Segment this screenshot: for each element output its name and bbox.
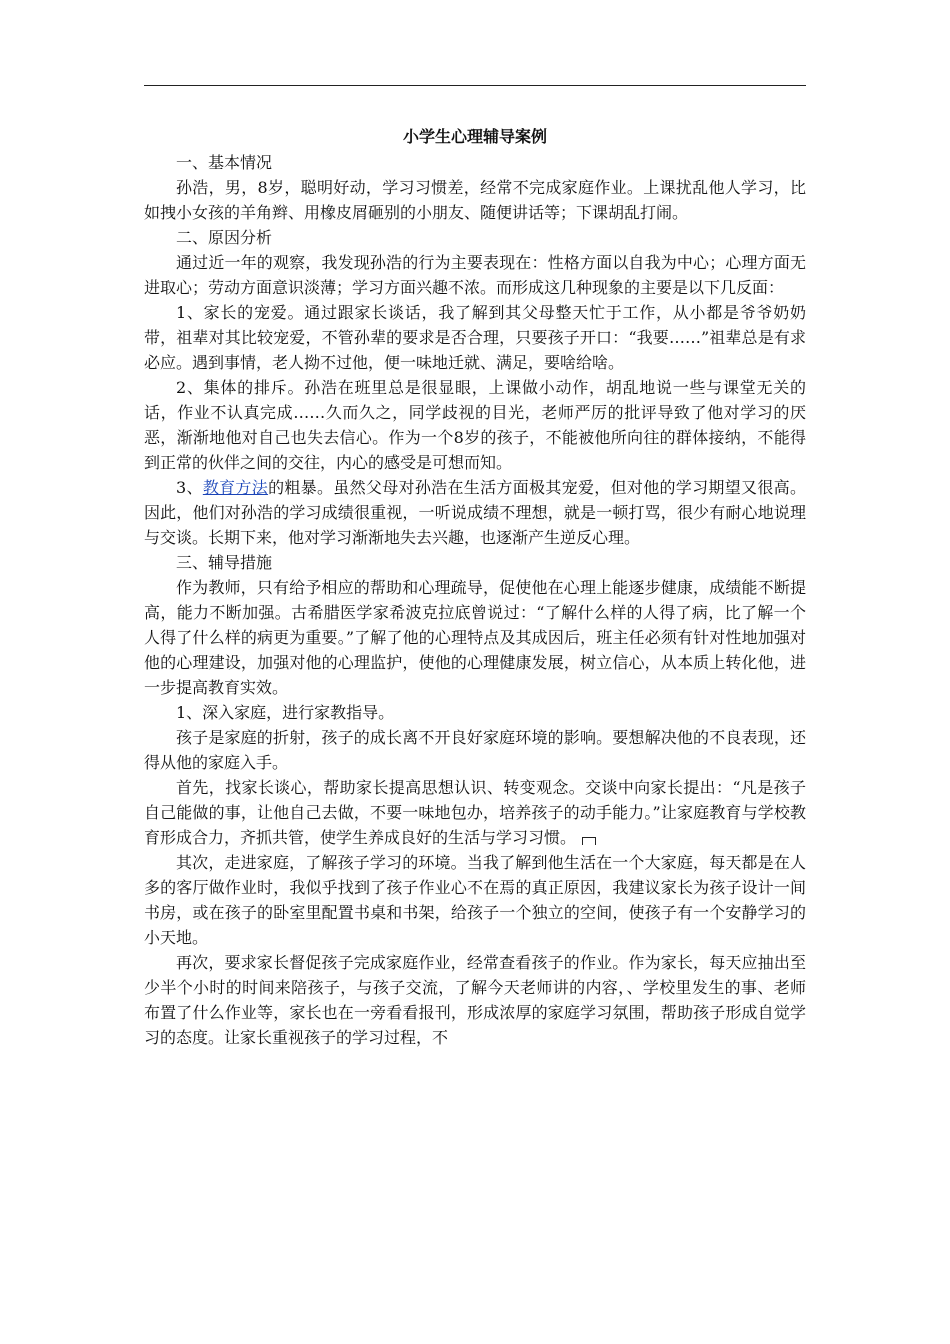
paragraph: 2、集体的排斥。孙浩在班里总是很显眼，上课做小动作，胡乱地说一些与课堂无关的话，作业不认真完成……久而久之，同学歧视的目光，老师严厉的批评导致了他对学习的厌恶，渐渐地他对自己也失去信心。作为一个8岁的孩子，不能被他所向往的群体接纳，不能得到正常的伙伴之间的交往，内心的感受是可想而知。 [144, 378, 806, 472]
paragraph: 作为教师，只有给予相应的帮助和心理疏导，促使他在心理上能逐步健康，成绩能不断提高，能力不断加强。古希腊医学家希波克拉底曾说过：“了解什么样的人得了病，比了解一个人得了什么样的病更为重要。”了解了他的心理特点及其成因后，班主任必须有针对性地加强对他的心理建设，加强对他的心理监护，使他的心理健康发展，树立信心，从本质上转化他，进一步提高教育实效。 [144, 578, 806, 697]
paragraph: 1、家长的宠爱。通过跟家长谈话，我了解到其父母整天忙于工作，从小都是爷爷奶奶带，祖辈对其比较宠爱，不管孙辈的要求是否合理，只要孩子开口：“我要……”祖辈总是有求必应。遇到事情，老人拗不过他，便一味地迁就、满足，要啥给啥。 [144, 303, 806, 372]
paragraph: 其次，走进家庭，了解孩子学习的环境。当我了解到他生活在一个大家庭，每天都是在人多的客厅做作业时，我似乎找到了孩子作业心不在焉的真正原因，我建议家长为孩子设计一间书房，或在孩子的卧室里配置书桌和书架，给孩子一个独立的空间，使孩子有一个安静学习的小天地。 [144, 853, 806, 947]
paragraph-rest: 的粗暴。虽然父母对孙浩在生活方面极其宠爱，但对他的学习期望又很高。因此，他们对孙浩的学习成绩很重视，一听说成绩不理想，就是一顿打骂，很少有耐心地说理与交谈。长期下来，他对学习渐渐地失去兴趣，也逐渐产生逆反心理。 [144, 478, 806, 547]
document-title: 小学生心理辅导案例 [402, 127, 547, 146]
header-rule [144, 85, 806, 86]
paragraph: 通过近一年的观察，我发现孙浩的行为主要表现在：性格方面以自我为中心；心理方面无进取心；劳动方面意识淡薄；学习方面兴趣不浓。而形成这几种现象的主要是以下几反面： [144, 253, 806, 297]
section-heading-measures: 三、辅导措施 [176, 553, 273, 572]
paragraph [144, 775, 806, 850]
document-page [144, 124, 806, 1050]
education-method-link[interactable]: 教育方法 [202, 478, 269, 497]
paragraph [144, 475, 806, 550]
section-heading-basic: 一、基本情况 [176, 153, 273, 172]
paragraph: 再次，要求家长督促孩子完成家庭作业，经常查看孩子的作业。作为家长，每天应抽出至少半个小时的时间来陪孩子，与孩子交流，了解今天老师讲的内容，、学校里发生的事、老师布置了什么作业等，家长也在一旁看看报刊，形成浓厚的家庭学习氛围，帮助孩子形成自觉学习的态度。让家长重视孩子的学习过程，不 [144, 953, 806, 1047]
subheading: 1、深入家庭，进行家教指导。 [176, 703, 395, 722]
paragraph: 孙浩，男，8岁，聪明好动，学习习惯差，经常不完成家庭作业。上课扰乱他人学习，比如拽小女孩的羊角辫、用橡皮屑砸别的小朋友、随便讲话等；下课胡乱打闹。 [144, 178, 806, 222]
paragraph: 孩子是家庭的折射，孩子的成长离不开良好家庭环境的影响。要想解决他的不良表现，还得从他的家庭入手。 [144, 728, 806, 772]
paragraph-text: 首先，找家长谈心，帮助家长提高思想认识、转变观念。交谈中向家长提出：“凡是孩子自己能做的事，让他自己去做，不要一味地包办，培养孩子的动手能力。”让家庭教育与学校教育形成合力，齐抓共管，使学生养成良好的生活与学习习惯。 [144, 778, 806, 847]
paragraph-prefix: 3、 [176, 478, 203, 497]
section-heading-analysis: 二、原因分析 [176, 228, 273, 247]
bracket-mark-icon [582, 837, 596, 845]
